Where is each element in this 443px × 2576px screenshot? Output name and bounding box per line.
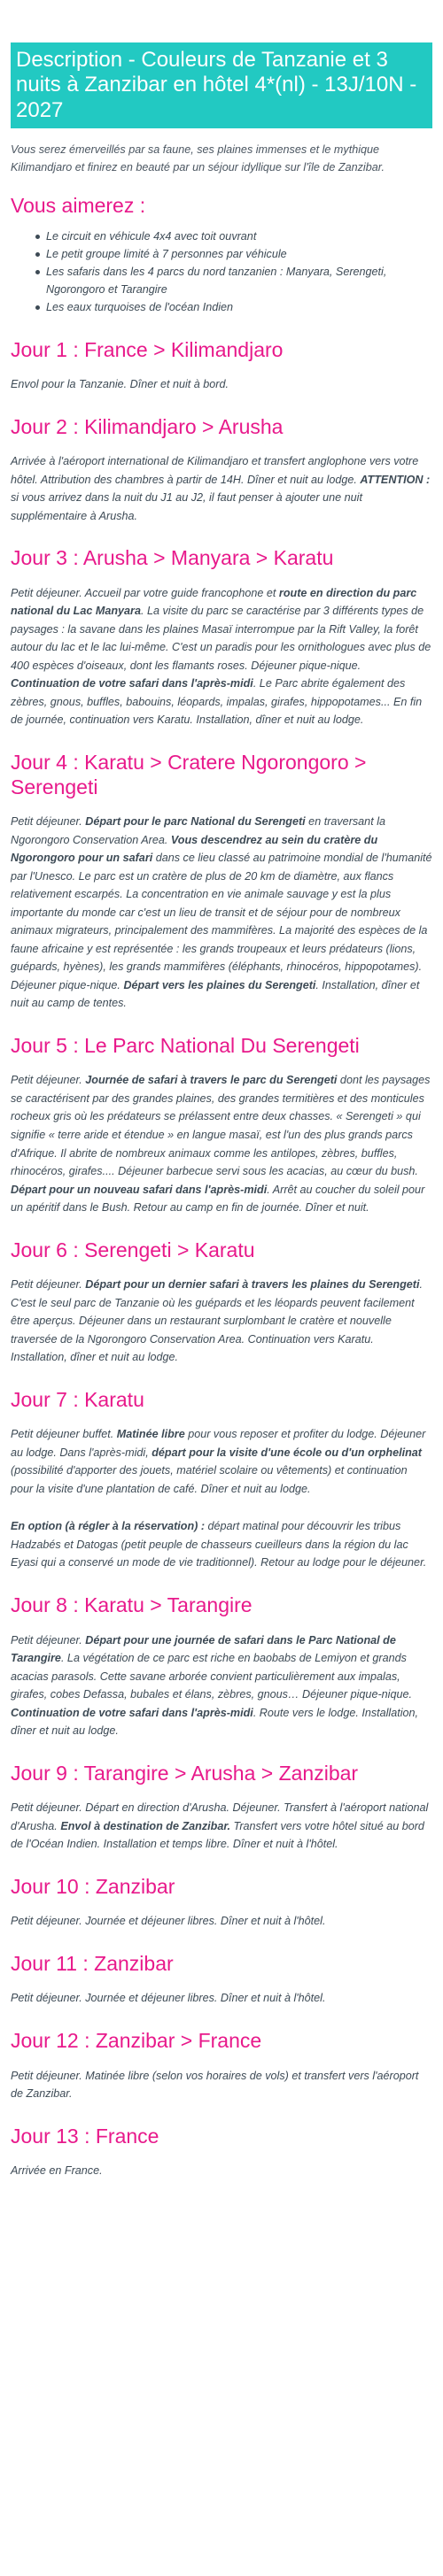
text-run: dont les paysages se caractérisent par des grandes plaines, des grandes termitières et des monticules rocheux gris où les prédateurs se prélassent entre deux chasses. « Serengeti » qui signifie « terre aride et étendue » en langue masaï, est l'un des plus grands parcs d'Afrique. Il abrite de nombreux animaux comme les antilopes, zèbres, buffles, rhinocéros, girafes.... Déjeuner barbecue servi sous les acacias, au cœur du bush. [11,1074,431,1178]
day-description [11,1989,432,2008]
day-title: Jour 5 : Le Parc National Du Serengeti [11,1033,360,1057]
day-title: Jour 12 : Zanzibar > France [11,2029,262,2052]
highlight-text: ATTENTION : [360,473,431,486]
highlight-text: En option (à régler à la réservation) : [11,1520,206,1533]
intro-text: Vous serez émerveillés par sa faune, ses plaines immenses et le mythique Kilimandjaro et finirez en beauté par un séjour idyllique sur l'île de Zanzibar. [11,143,385,174]
list-item: Le circuit en véhicule 4x4 avec toit ouvrant [35,228,432,245]
day-description [11,1517,432,1572]
day-title: Jour 7 : Karatu [11,1387,144,1411]
highlight-text: Départ pour une journée de safari dans le Parc National de Tarangire [11,1633,396,1665]
text-run: Petit déjeuner. Matinée libre (selon vos horaires de vols) et transfert vers l'aéroport de Zanzibar. [11,2069,419,2101]
text-run: . La végétation de ce parc est riche en baobabs de Lemiyon et grands acacias parasols. Cette savane arborée convient particulièrement aux impalas, girafes, cobes Defassa, bubales et élans, zèbres, gnous… Déjeuner pique-nique. [11,1652,412,1701]
day-section [11,546,432,729]
day-description [11,452,432,525]
text-run: Petit déjeuner. [11,815,86,829]
text-run: Petit déjeuner. Départ en direction d'Arusha. Déjeuner. Transfert à l'aéroport national d'Arusha. [11,1801,429,1832]
highlight-text: Continuation de votre safari dans l'après-midi [11,677,253,690]
day-section [11,338,432,394]
day-title: Jour 2 : Kilimandjaro > Arusha [11,414,284,438]
day-title: Jour 10 : Zanzibar [11,1874,175,1898]
text-run: Arrivée à l'aéroport international de Kilimandjaro et transfert anglophone vers votre hôtel. Attribution des chambres à partir de 14H. Dîner et nuit au lodge. [11,455,419,486]
highlight-text: Vous descendrez au sein du cratère du Ngorongoro pour un safari [11,833,378,865]
highlight-text: Départ vers les plaines du Serengeti [123,978,316,991]
vous-aimerez-list [35,228,432,317]
day-section [11,415,432,526]
day-description [11,1276,432,1367]
day-description [11,2067,432,2103]
day-section [11,1762,432,1854]
page [0,42,443,2576]
text-run: Petit déjeuner. Journée et déjeuner libres. Dîner et nuit à l'hôtel. [11,1915,326,1928]
day-title: Jour 6 : Serengeti > Karatu [11,1238,255,1261]
text-run: Transfert vers votre hôtel situé au bord de l'Océan Indien. Installation et temps libre. Dîner et nuit à l'hôtel. [11,1819,424,1851]
vous-aimerez-title: Vous aimerez : [11,194,146,218]
day-description [11,2162,432,2180]
day-title: Jour 13 : France [11,2124,159,2148]
text-run: pour vous reposer et profiter du lodge. Déjeuner au lodge. Dans l'après-midi, [11,1428,426,1459]
text-run: . Le Parc abrite également des zèbres, gnous, buffles, babouins, léopards, impalas, girafes, hippopotames... En fin de journée, continuation vers Karatu. Installation, dîner et nuit au lodge. [11,677,423,727]
day-description [11,584,432,729]
day-title: Jour 9 : Tarangire > Arusha > Zanzibar [11,1761,359,1785]
text-run: si vous arrivez dans la nuit du J1 au J2, il faut penser à ajouter une nuit supplémentaire à Arusha. [11,491,362,522]
list-item: Le petit groupe limité à 7 personnes par véhicule [35,245,432,263]
text-run: . Arrêt au coucher du soleil pour un apéritif dans le Bush. Retour au camp en fin de journée. Dîner et nuit. [11,1183,425,1215]
text-run: Arrivée en France. [11,2164,103,2178]
text-run: dans ce lieu classé au patrimoine mondial de l'humanité par l'Unesco. Le parc est un cratère de plus de 20 km de diamètre, aux flancs relativement escarpés. La concentration en vie animale sauvage y est la plus importante du monde car c'est un lieu de transit et de séjour pour de nombreux animaux migrateurs, principalement des mammifères. La majorité des espèces de la faune africaine y est représentée : les grands troupeaux et leurs prédateurs (lions, guépards, hyènes), les grands mammifères (éléphants, rhinocéros, hippopotames). Déjeuner pique-nique. [11,852,432,991]
itinerary [11,338,432,2180]
day-description [11,375,432,394]
text-run: Petit déjeuner. [11,1074,86,1087]
text-run: . Installation, dîner et nuit au camp de tentes. [11,978,420,1010]
day-title: Jour 11 : Zanzibar [11,1951,174,1975]
day-description [11,1071,432,1216]
highlight-text: Envol à destination de Zanzibar. [60,1819,231,1832]
text-run: Petit déjeuner. [11,1278,86,1292]
highlight-text: Continuation de votre safari dans l'après-midi [11,1706,253,1719]
text-run: Petit déjeuner. [11,1633,86,1647]
list-item: Les eaux turquoises de l'océan Indien [35,298,432,316]
highlight-text: Matinée libre [116,1428,185,1441]
text-run: Petit déjeuner buffet. [11,1428,117,1441]
day-description [11,813,432,1013]
day-section [11,1875,432,1931]
day-section [11,2125,432,2180]
day-section [11,1388,432,1572]
text-run: en traversant la Ngorongoro Conservation Area. [11,815,385,846]
list-item: Les safaris dans les 4 parcs du nord tanzanien : Manyara, Serengeti, Ngorongoro et Tarangire [35,263,432,298]
highlight-text: départ pour la visite d'une école ou d'un orphelinat [152,1446,422,1459]
day-title: Jour 8 : Karatu > Tarangire [11,1593,253,1616]
text-run: Petit déjeuner. Journée et déjeuner libres. Dîner et nuit à l'hôtel. [11,1992,326,2005]
day-section [11,2029,432,2103]
day-section [11,1034,432,1217]
text-run: départ matinal pour découvrir les tribus Hadzabés et Datogas (petit peuple de chasseurs cueilleurs dans la région du lac Eyasi qui a conservé un mode de vie traditionnel). Retour au lodge pour le déjeuner. [11,1520,427,1570]
highlight-text: Départ pour un dernier safari à travers les plaines du Serengeti [85,1278,420,1292]
day-title: Jour 3 : Arusha > Manyara > Karatu [11,546,334,570]
text-run: (possibilité d'apporter des jouets, matériel scolaire ou vêtements) et continuation pour la visite d'une plantation de café. Dîner et nuit au lodge. [11,1464,408,1495]
day-section [11,1238,432,1367]
day-title: Jour 4 : Karatu > Cratere Ngorongoro > Serengeti [11,751,367,798]
text-run: . C'est le seul parc de Tanzanie où les guépards et les léopards peuvent facilement être aperçus. Déjeuner dans un restaurant surplombant le cratère et nouvelle traversée de la Ngorongoro Conservation Area. Continuation vers Karatu. Installation, dîner et nuit au lodge. [11,1278,423,1364]
highlight-text: Départ pour le parc National du Serengeti [85,815,306,829]
day-section [11,1952,432,2008]
day-description [11,1425,432,1498]
text-run: . La visite du parc se caractérise par 3 différents types de paysages : la savane dans les plaines Masaï interrompue par la Rift Valley, la forêt autour du lac et le lac lui-même. C'est un paradis pour les ornithologues avec plus de 400 espèces d'oiseaux, dont les flamants roses. Déjeuner pique-nique. [11,605,431,672]
day-section [11,1593,432,1740]
day-title: Jour 1 : France > Kilimandjaro [11,337,284,361]
page-title-banner: Description - Couleurs de Tanzanie et 3 nuits à Zanzibar en hôtel 4*(nl) - 13J/10N - 2027 [11,42,432,128]
highlight-text: Départ pour un nouveau safari dans l'après-midi [11,1183,268,1196]
day-description [11,1912,432,1931]
day-description [11,1799,432,1854]
text-run: . Route vers le lodge. Installation, dîner et nuit au lodge. [11,1706,419,1738]
text-run: Envol pour la Tanzanie. Dîner et nuit à bord. [11,378,229,391]
day-description [11,1631,432,1740]
highlight-text: route en direction du parc national du Lac Manyara [11,586,417,618]
highlight-text: Journée de safari à travers le parc du Serengeti [85,1074,338,1087]
day-section [11,751,432,1013]
text-run: Petit déjeuner. Accueil par votre guide francophone et [11,586,279,599]
